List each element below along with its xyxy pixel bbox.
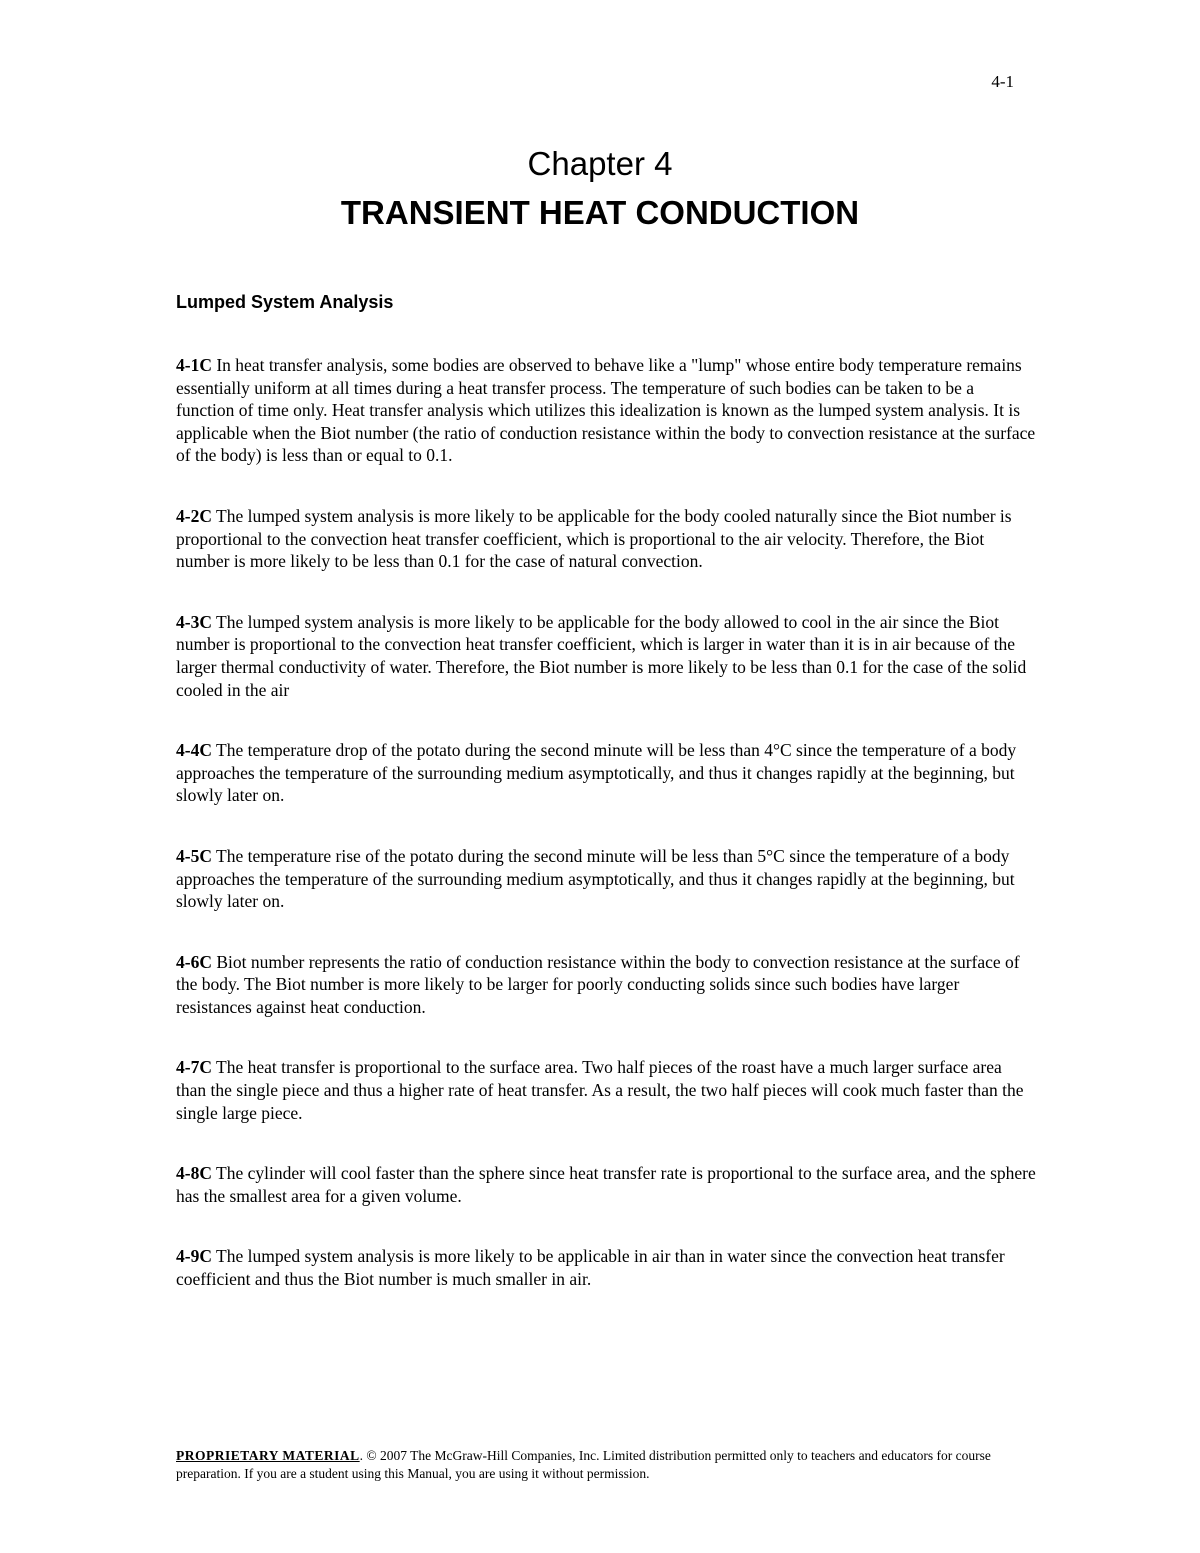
problem-id: 4-6C xyxy=(176,951,212,972)
section-heading: Lumped System Analysis xyxy=(176,292,394,312)
problem-id: 4-1C xyxy=(176,355,212,375)
problem-text: The cylinder will cool faster than the sphere since heat transfer rate is proportional to the surface area, and the sphere has the smallest area for a given volume. xyxy=(176,1163,1036,1206)
problem-4-1c xyxy=(176,354,1036,467)
problem-4-6c xyxy=(176,951,1036,1019)
problem-4-8c xyxy=(176,1162,1036,1207)
problem-list xyxy=(176,354,1036,1329)
problem-id: 4-4C xyxy=(176,740,212,761)
problem-id: 4-9C xyxy=(176,1246,212,1267)
problem-4-2c xyxy=(176,505,1036,573)
problem-id: 4-8C xyxy=(176,1163,212,1184)
problem-text: The lumped system analysis is more likely to be applicable for the body allowed to cool in the air since the Biot number is proportional to the convection heat transfer coefficient, which is larger in water than it is in air because of the larger thermal conductivity of water. Therefore, the Biot number is more likely to be less than 0.1 for the case of the solid cooled in the air xyxy=(176,611,1027,700)
problem-text: The temperature drop of the potato during the second minute will be less than 4°C since the temperature of a body approaches the temperature of the surrounding medium asymptotically, and thus it changes rapidly at the beginning, but slowly later on. xyxy=(176,740,1017,806)
problem-text: The heat transfer is proportional to the surface area. Two half pieces of the roast have a much larger surface area than the single piece and thus a higher rate of heat transfer. As a result, the two half pieces will cook much faster than the single large piece. xyxy=(176,1057,1024,1123)
problem-4-3c xyxy=(176,611,1036,701)
problem-4-7c xyxy=(176,1056,1036,1124)
problem-id: 4-2C xyxy=(176,505,212,526)
problem-text: The lumped system analysis is more likely to be applicable for the body cooled naturally since the Biot number is proportional to the convection heat transfer coefficient, which is proportional to the air velocity. Therefore, the Biot number is more likely to be less than 0.1 for the case of natural convection. xyxy=(176,505,1012,572)
problem-4-4c xyxy=(176,739,1036,807)
problem-text: Biot number represents the ratio of conduction resistance within the body to convection resistance at the surface of the body. The Biot number is more likely to be larger for poorly conducting solids since such bodies have larger resistances against heat conduction. xyxy=(176,951,1020,1017)
problem-4-9c xyxy=(176,1245,1036,1290)
proprietary-label: PROPRIETARY MATERIAL xyxy=(176,1448,360,1463)
problem-text: The temperature rise of the potato during the second minute will be less than 5°C since the temperature of a body approaches the temperature of the surrounding medium asymptotically, and thus it changes rapidly at the beginning, but slowly later on. xyxy=(176,845,1015,912)
problem-text: In heat transfer analysis, some bodies are observed to behave like a "lump" whose entire body temperature remains essentially uniform at all times during a heat transfer process. The temperature of such bodies can be taken to be a function of time only. Heat transfer analysis which utilizes this idealization is known as the lumped system analysis. It is applicable when the Biot number (the ratio of conduction resistance within the body to convection resistance at the surface of the body) is less than or equal to 0.1. xyxy=(176,355,1036,466)
page-number: 4-1 xyxy=(991,72,1014,91)
chapter-title: Chapter 4 xyxy=(527,145,673,182)
problem-id: 4-5C xyxy=(176,845,212,866)
copyright-text: . © 2007 The McGraw-Hill Companies, Inc. Limited distribution permitted only to teachers and educators for course preparation. If you are a student using this Manual, you are using it without permission. xyxy=(176,1448,991,1481)
problem-id: 4-3C xyxy=(176,611,212,632)
chapter-subtitle: TRANSIENT HEAT CONDUCTION xyxy=(340,194,860,231)
problem-id: 4-7C xyxy=(176,1057,212,1078)
copyright-footer xyxy=(176,1447,1036,1483)
problem-text: The lumped system analysis is more likely to be applicable in air than in water since the convection heat transfer coefficient and thus the Biot number is much smaller in air. xyxy=(176,1246,1005,1290)
problem-4-5c xyxy=(176,845,1036,913)
